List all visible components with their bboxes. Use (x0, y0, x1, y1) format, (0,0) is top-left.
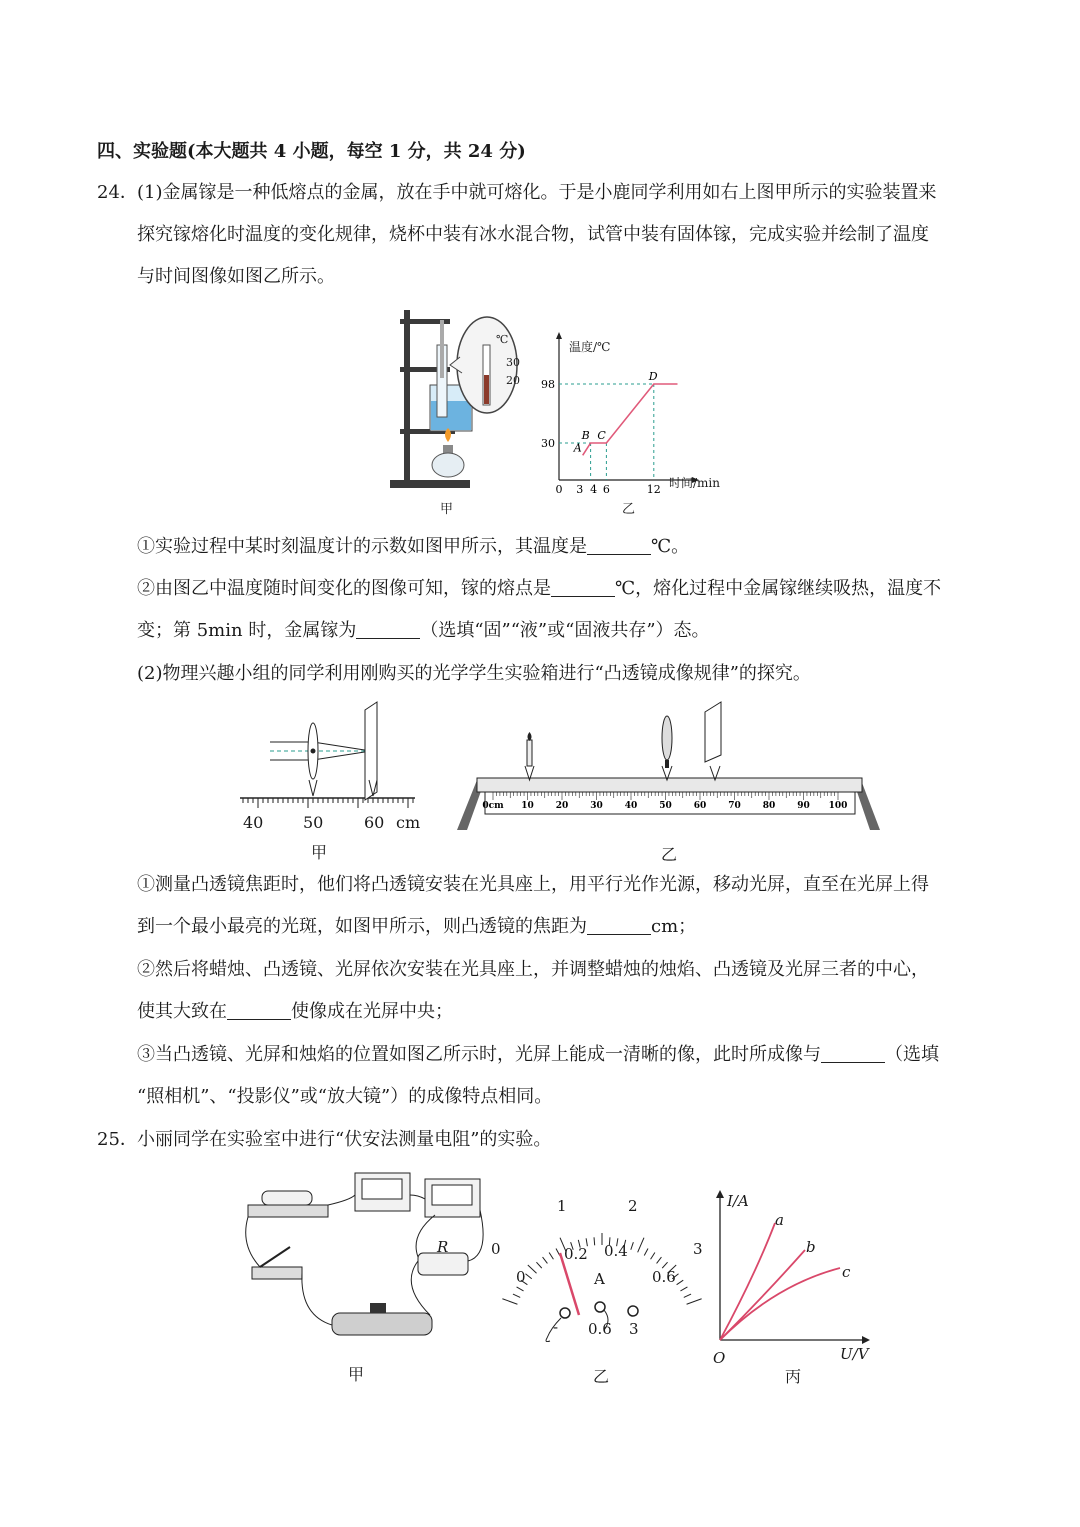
dial-bottom-04: 0.4 (604, 1242, 628, 1260)
dial-bottom-06: 0.6 (652, 1268, 676, 1286)
q24-s1-unit: ℃。 (651, 536, 690, 557)
q24-l4-text: 使其大致在 (137, 1001, 227, 1022)
dial-tick (502, 1299, 517, 1304)
bench-tick-label: 0cm (482, 801, 504, 811)
iu-graph-figure (705, 1185, 880, 1355)
q24-l5 (137, 1043, 939, 1067)
lens-focus-figure (235, 700, 420, 820)
answer-blank-1[interactable] (587, 536, 651, 555)
dial-tick (536, 1262, 541, 1268)
dial-tick (651, 1253, 655, 1260)
q24-l6: “照相机”、“投影仪”或“放大镜”）的成像特点相同。 (137, 1086, 553, 1107)
x-tick-label: 0 (555, 483, 563, 496)
dial-tick (594, 1237, 595, 1245)
dial-tick (549, 1253, 553, 1260)
q24-l2-unit: cm； (651, 916, 697, 937)
figure-caption-yi-3: 乙 (593, 1367, 610, 1386)
q24-l2-text: 到一个最小最亮的光斑，如图甲所示，则凸透镜的焦距为 (137, 916, 587, 937)
bench-tick-label: 80 (762, 801, 776, 811)
q24-s3-text: 变；第 5min 时，金属镓为 (137, 620, 357, 641)
figure-caption-jia: 甲 (440, 502, 454, 517)
dial-bottom-0: 0 (516, 1268, 526, 1286)
circuit-figure (240, 1165, 495, 1360)
dial-top-0: 0 (491, 1240, 501, 1258)
section-title: 四、实验题(本大题共 4 小题，每空 1 分，共 24 分) (97, 141, 526, 162)
bench-tick-label: 50 (659, 801, 672, 811)
iu-curve-b: b (806, 1238, 816, 1256)
q24-p1-line1: (1)金属镓是一种低熔点的金属，放在手中就可熔化。于是小鹿同学利用如右上图甲所示的实验装置来 (137, 182, 937, 203)
iu-origin: O (713, 1349, 726, 1367)
bench-tick-label: 40 (624, 801, 638, 811)
temperature-series-line (583, 384, 678, 455)
figure-caption-jia-2: 甲 (311, 843, 328, 862)
answer-blank-3[interactable] (356, 620, 420, 639)
q24-l5-text: ③当凸透镜、光屏和烛焰的位置如图乙所示时，光屏上能成一清晰的像，此时所成像与 (137, 1044, 821, 1065)
point-label: A (573, 441, 582, 455)
q24-s1 (137, 535, 689, 559)
bench-tick-label: 60 (693, 801, 707, 811)
bench-tick-label: 10 (521, 801, 534, 811)
thermometer-tick-30: 30 (506, 356, 520, 369)
point-label: C (597, 429, 606, 442)
q24-l5-rest: （选填 (885, 1044, 939, 1065)
chart-ylabel: 温度/℃ (569, 340, 611, 354)
dial-top-2: 2 (628, 1197, 638, 1215)
q24-l4-rest: 使像成在光屏中央； (291, 1001, 453, 1022)
q24-s3-rest: （选填“固”“液”或“固液共存”）态。 (420, 620, 710, 641)
dial-top-1: 1 (557, 1197, 567, 1215)
figure-caption-yi-2: 乙 (661, 845, 678, 864)
x-tick-label: 4 (590, 483, 598, 496)
thermometer-unit: ℃ (496, 333, 509, 346)
terminal-3: 3 (629, 1320, 639, 1338)
focus-unit: cm (396, 813, 421, 832)
q24-s3 (137, 619, 710, 643)
x-tick-label: 12 (646, 483, 661, 496)
iu-ylabel: I/A (727, 1192, 749, 1210)
dial-tick (677, 1280, 684, 1284)
dial-tick (687, 1299, 702, 1304)
focus-tick-60: 60 (364, 813, 385, 832)
q24-s2 (137, 577, 941, 601)
dial-tick (638, 1238, 644, 1253)
answer-blank-2[interactable] (551, 578, 615, 597)
dial-tick (657, 1257, 662, 1263)
thermometer-tick-20: 20 (506, 374, 520, 387)
q24-l4 (137, 1000, 453, 1024)
dial-tick (644, 1248, 648, 1255)
dial-tick (631, 1242, 634, 1250)
answer-blank-4[interactable] (587, 916, 651, 935)
point-label: D (648, 370, 658, 383)
dial-tick (513, 1294, 520, 1297)
chart-xlabel: 时间/min (669, 476, 720, 490)
x-tick-label: 3 (576, 483, 584, 496)
y-tick-label: 98 (541, 378, 555, 391)
figure-caption-jia-3: 甲 (348, 1365, 365, 1384)
dial-tick (680, 1287, 687, 1291)
dial-top-3: 3 (693, 1240, 703, 1258)
dial-tick (528, 1265, 537, 1273)
figure-caption-bing: 丙 (785, 1367, 802, 1386)
q24-s2-text: ②由图乙中温度随时间变化的图像可知，镓的熔点是 (137, 578, 551, 599)
q24-l2 (137, 915, 696, 939)
figure-caption-yi: 乙 (622, 502, 636, 517)
q24-p1-line2: 探究镓熔化时温度的变化规律，烧杯中装有冰水混合物，试管中装有固体镓，完成实验并绘制了温度 (137, 224, 929, 245)
bench-tick-label: 90 (797, 801, 810, 811)
dial-tick (684, 1294, 691, 1297)
answer-blank-6[interactable] (821, 1044, 885, 1063)
dial-tick (543, 1257, 548, 1263)
bench-tick-label: 100 (828, 801, 848, 811)
focus-tick-50: 50 (303, 813, 324, 832)
iu-xlabel: U/V (840, 1345, 869, 1363)
iu-curve-c: c (842, 1263, 851, 1281)
q24-p2: (2)物理兴趣小组的同学利用刚购买的光学学生实验箱进行“凸透镜成像规律”的探究。 (137, 663, 811, 684)
melting-apparatus-figure (390, 305, 530, 495)
bench-tick-label: 30 (590, 801, 603, 811)
focus-tick-40: 40 (243, 813, 264, 832)
dial-bottom-02: 0.2 (564, 1245, 588, 1263)
q24-s1-text: ①实验过程中某时刻温度计的示数如图甲所示，其温度是 (137, 536, 587, 557)
optical-bench-figure (455, 700, 885, 835)
terminal-06: 0.6 (588, 1320, 612, 1338)
answer-blank-5[interactable] (227, 1001, 291, 1020)
q24-number: 24． (97, 182, 138, 203)
dial-tick (525, 1274, 531, 1279)
q24-s2-rest: ℃，熔化过程中金属镓继续吸热，温度不 (615, 578, 942, 599)
bench-tick-label: 70 (728, 801, 741, 811)
terminal-minus: - (553, 1318, 559, 1336)
point-label: B (581, 429, 590, 442)
q24-l3: ②然后将蜡烛、凸透镜、光屏依次安装在光具座上，并调整蜡烛的烛焰、凸透镜及光屏三者的中心， (137, 959, 929, 980)
q25-number: 25． (97, 1129, 138, 1150)
x-tick-label: 6 (602, 483, 610, 496)
dial-unit: A (594, 1270, 605, 1288)
iu-curve-a: a (775, 1211, 784, 1229)
y-tick-label: 30 (541, 437, 555, 450)
q25-text: 小丽同学在实验室中进行“伏安法测量电阻”的实验。 (137, 1129, 552, 1150)
dial-tick (517, 1287, 524, 1291)
resistor-label: R (437, 1238, 449, 1256)
bench-tick-label: 20 (555, 801, 569, 811)
q24-p1-line3: 与时间图像如图乙所示。 (137, 266, 335, 287)
q24-l1: ①测量凸透镜焦距时，他们将凸透镜安装在光具座上，用平行光作光源，移动光屏，直至在光屏上得 (137, 874, 929, 895)
